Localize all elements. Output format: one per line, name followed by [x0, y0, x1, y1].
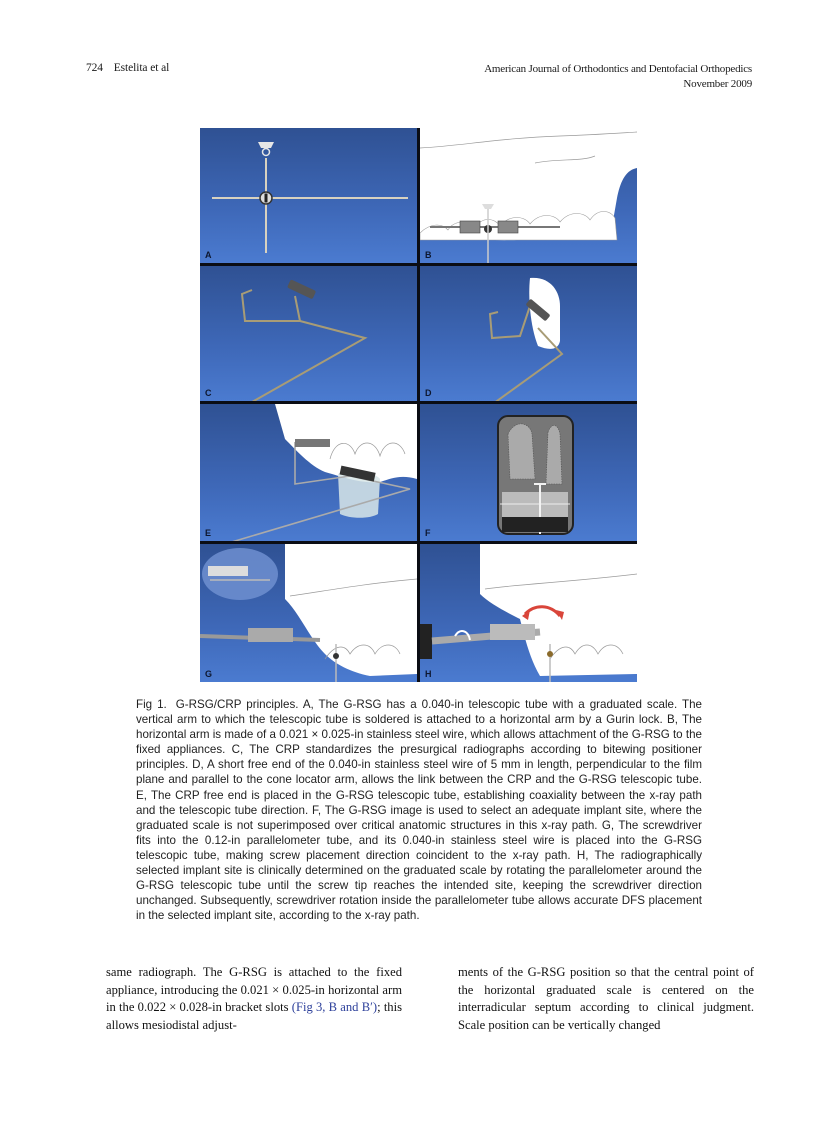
- panel-label: D: [425, 388, 432, 398]
- parallelometer-rotation-illustration: [420, 544, 637, 682]
- figure-panel-f: [420, 404, 637, 541]
- running-header-left: [86, 62, 169, 74]
- caption-text: G-RSG/CRP principles. A, The G-RSG has a 0.040-in telescopic tube with a graduated scale. The vertical arm to which the telescopic tube is soldered is attached to a horizontal arm by a Gurin lock. B, The horizontal arm is made of a 0.021 × 0.025-in stainless steel wire, which allows attachment of the G-RSG to the fixed appliances. C, The CRP standardizes the presurgical radiographs according to bitewing positioner principles. D, A short free end of the 0.040-in stainless steel wire of 5 mm in length, perpendicular to the film plane and parallel to the cone locator arm, allows the link between the CRP and the G-RSG telescopic tube. E, The CRP free end is placed in the G-RSG telescopic tube, establishing coaxiality between the x-ray path and the telescopic tube direction. F, The G-RSG image is used to select an adequate implant site, where the graduated scale is not superimposed over critical anatomic structures in this x-ray path. G, The screwdriver fits into the 0.12-in parallelometer tube, and its 0.040-in stainless steel wire is placed into the G-RSG telescopic tube, making screw placement direction coincident to the x-ray path. H, The radiographically selected implant site is clinically determined on the graduated scale by rotating the parallelometer around the G-RSG telescopic tube until the screw tip reaches the intended site, keeping the screwdriver direction unchanged. Subsequently, screwdriver rotation inside the parallelometer tube allows accurate DFS placement in the selected implant site, according to the x-ray path.: [136, 698, 702, 923]
- figure-panel-c: [200, 266, 417, 401]
- maxilla-with-g-rsg-illustration: [420, 128, 637, 263]
- figure-reference-link[interactable]: (Fig 3, B and B′): [291, 1000, 378, 1015]
- figure-1: [200, 128, 637, 682]
- journal-title: American Journal of Orthodontics and Dentofacial Orthopedics: [484, 63, 752, 75]
- body-text: ; this allows mesiodistal adjust-: [106, 1000, 403, 1032]
- body-column-left: [106, 964, 402, 1034]
- figure-panel-d: [420, 266, 637, 401]
- body-text: same radiograph. The G-RSG is attached to the fixed appliance, introducing the 0.021 × 0.025-in horizontal arm in the 0.022 × 0.028-in bracket slots: [106, 965, 402, 1015]
- issue-date: November 2009: [683, 78, 752, 90]
- figure-caption: [136, 697, 702, 923]
- panel-label: F: [425, 528, 431, 538]
- panel-label: E: [205, 528, 212, 538]
- figure-panel-h: [420, 544, 637, 682]
- running-header-right: [484, 62, 752, 92]
- figure-panel-a: [200, 128, 417, 263]
- body-column-right: [458, 964, 754, 1034]
- body-paragraph: ments of the G-RSG position so that the central point of the horizontal graduated scale is centered on the interradicular septum according to clinical judgment. Scale position can be vertically changed: [458, 965, 754, 1032]
- author-running-head: Estelita et al: [113, 62, 170, 74]
- figure-panel-e: [200, 404, 417, 541]
- g-rsg-device-illustration: [200, 128, 417, 263]
- figure-label: Fig 1.: [136, 698, 167, 711]
- page-number: 724: [86, 62, 103, 74]
- panel-label: B: [425, 250, 432, 260]
- panel-label: G: [205, 669, 213, 679]
- figure-panel-b: [420, 128, 637, 263]
- panel-label: A: [205, 250, 212, 260]
- panel-label: C: [205, 388, 212, 398]
- panel-label: H: [425, 669, 432, 679]
- screwdriver-approach-illustration: [200, 544, 417, 682]
- crp-in-g-rsg-illustration: [200, 404, 417, 541]
- crp-with-film-holder-illustration: [420, 266, 637, 401]
- crp-wire-illustration: [200, 266, 417, 401]
- figure-panel-g: [200, 544, 417, 682]
- radiograph-illustration: [420, 404, 637, 541]
- body-paragraph: [106, 964, 402, 1034]
